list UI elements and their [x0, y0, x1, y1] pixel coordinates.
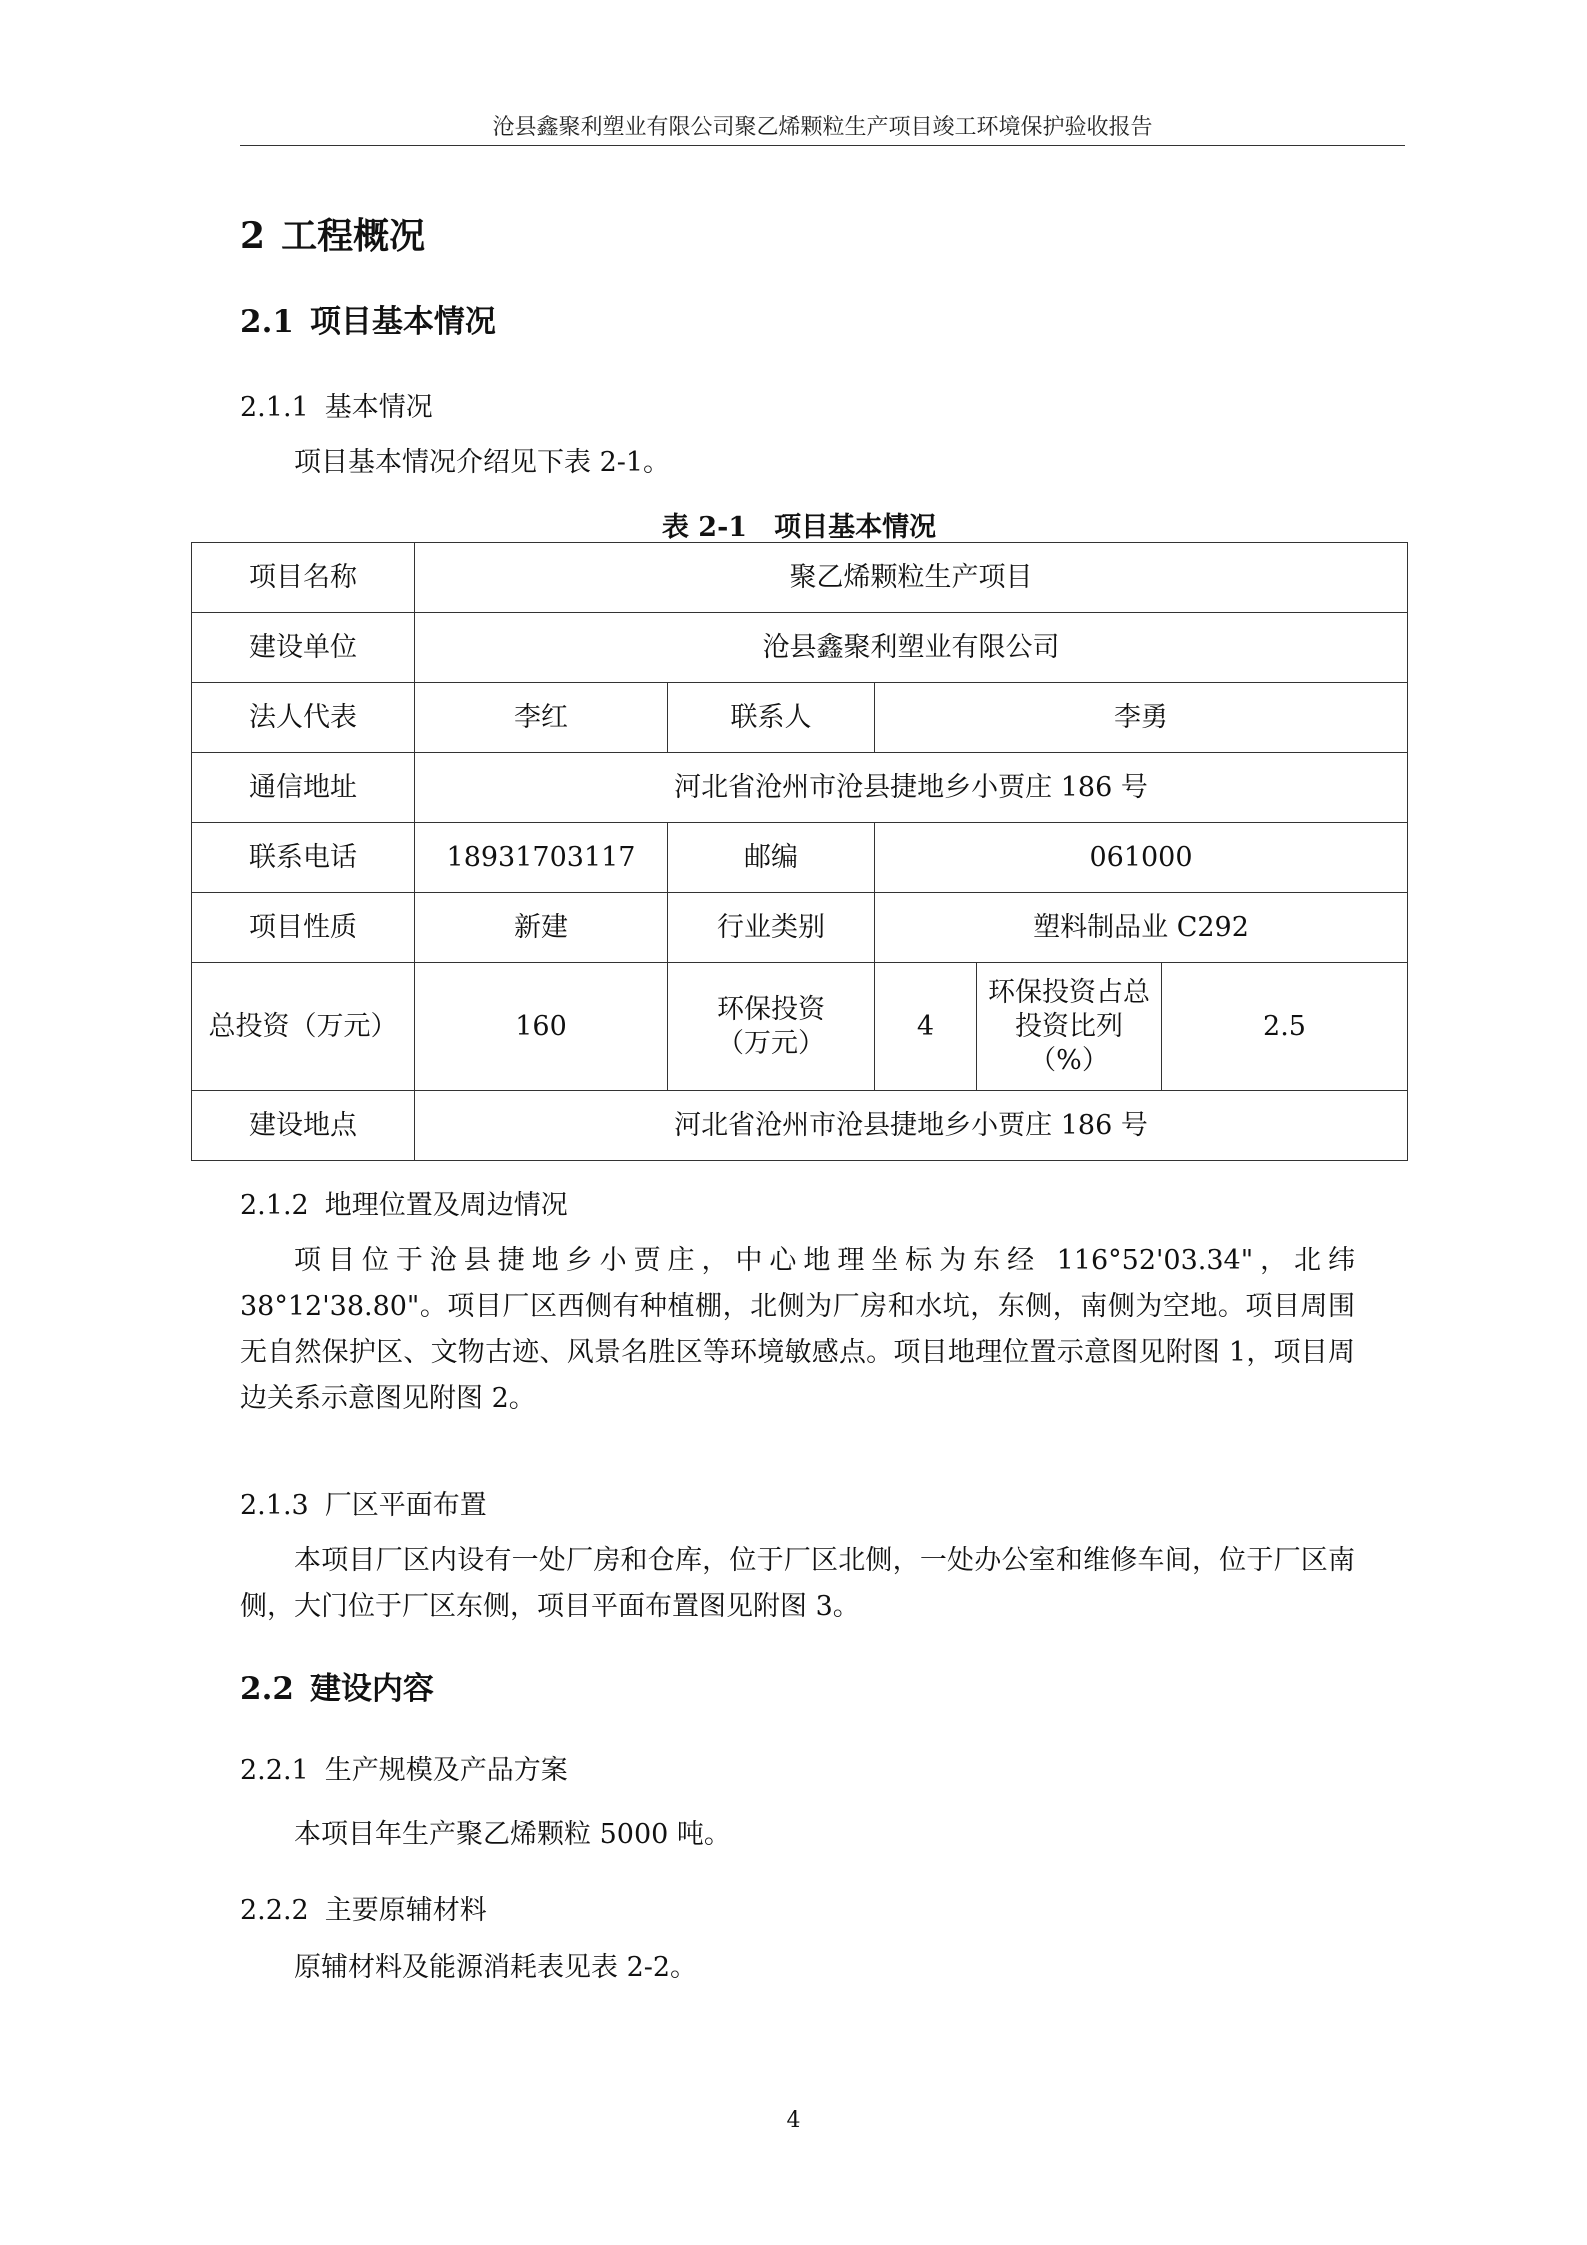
subsection-title: 建设内容 — [309, 1671, 434, 1707]
table-value-cell: 2.5 — [1162, 963, 1408, 1091]
paragraph-2-1-2: 项目位于沧县捷地乡小贾庄，中心地理坐标为东经 116°52'03.34"，北纬 38°12'38.80"。项目厂区西侧有种植棚，北侧为厂房和水坑，东侧，南侧为空地。项目周围无自然保护区、文物古迹、风景名胜区等环境敏感点。项目地理位置示意图见附图 1，项目周边关系示意图见附图 2。 — [240, 1245, 1355, 1414]
table-label-cell: 项目名称 — [192, 543, 415, 613]
table-label-cell: 行业类别 — [668, 893, 875, 963]
subsubsection-heading-2-2-2 — [240, 1888, 487, 1927]
table-label-cell: 联系人 — [668, 683, 875, 753]
table-label-cell: 通信地址 — [192, 753, 415, 823]
subsubsection-heading-2-1-1 — [240, 385, 433, 424]
table-label-cell: 总投资（万元） — [192, 963, 415, 1091]
paragraph-2-1-3: 本项目厂区内设有一处厂房和仓库，位于厂区北侧，一处办公室和维修车间，位于厂区南侧，大门位于厂区东侧，项目平面布置图见附图 3。 — [240, 1545, 1355, 1622]
table-row — [192, 963, 1408, 1091]
table-row — [192, 893, 1408, 963]
project-info-table — [191, 542, 1408, 1161]
table-label-cell: 环保投资占总投资比列（%） — [977, 963, 1162, 1091]
table-label-cell: 环保投资（万元） — [668, 963, 875, 1091]
table-row — [192, 613, 1408, 683]
subsubsection-title: 地理位置及周边情况 — [324, 1190, 568, 1221]
table-value-cell: 河北省沧州市沧县捷地乡小贾庄 186 号 — [415, 1091, 1408, 1161]
paragraph-2-1-1: 项目基本情况介绍见下表 2-1。 — [294, 447, 671, 478]
table-label-cell: 邮编 — [668, 823, 875, 893]
table-row — [192, 823, 1408, 893]
table-value-cell: 河北省沧州市沧县捷地乡小贾庄 186 号 — [415, 753, 1408, 823]
table-label-cell: 法人代表 — [192, 683, 415, 753]
subsubsection-title: 主要原辅材料 — [324, 1895, 487, 1926]
header-rule — [240, 145, 1405, 146]
table-label-cell: 建设单位 — [192, 613, 415, 683]
paragraph-2-2-1: 本项目年生产聚乙烯颗粒 5000 吨。 — [294, 1819, 731, 1850]
subsubsection-title: 基本情况 — [324, 392, 433, 423]
table-row — [192, 543, 1408, 613]
table-value-cell: 塑料制品业 C292 — [875, 893, 1408, 963]
subsubsection-number: 2.2.1 — [240, 1755, 309, 1786]
table-value-cell: 4 — [875, 963, 977, 1091]
table-label-cell: 联系电话 — [192, 823, 415, 893]
subsubsection-heading-2-2-1 — [240, 1748, 568, 1787]
section-heading — [240, 208, 425, 259]
table-value-cell: 李勇 — [875, 683, 1408, 753]
subsection-number: 2.1 — [240, 304, 294, 340]
table-value-cell: 新建 — [415, 893, 668, 963]
subsection-heading-2-1 — [240, 296, 496, 341]
section-number: 2 — [240, 215, 266, 257]
table-row — [192, 1091, 1408, 1161]
section-title: 工程概况 — [281, 215, 426, 257]
table-value-cell: 聚乙烯颗粒生产项目 — [415, 543, 1408, 613]
table-value-cell: 沧县鑫聚利塑业有限公司 — [415, 613, 1408, 683]
table-label-cell: 建设地点 — [192, 1091, 415, 1161]
table-value-cell: 061000 — [875, 823, 1408, 893]
subsubsection-number: 2.1.1 — [240, 392, 309, 423]
subsubsection-number: 2.1.3 — [240, 1490, 309, 1521]
subsubsection-heading-2-1-2 — [240, 1183, 568, 1222]
subsection-heading-2-2 — [240, 1663, 434, 1708]
table-label-cell: 项目性质 — [192, 893, 415, 963]
subsubsection-number: 2.1.2 — [240, 1190, 309, 1221]
subsection-title: 项目基本情况 — [309, 304, 496, 340]
subsubsection-title: 生产规模及产品方案 — [324, 1755, 568, 1786]
page-number: 4 — [786, 2108, 801, 2133]
subsubsection-title: 厂区平面布置 — [324, 1490, 487, 1521]
running-header: 沧县鑫聚利塑业有限公司聚乙烯颗粒生产项目竣工环境保护验收报告 — [492, 115, 1153, 140]
table-value-cell: 160 — [415, 963, 668, 1091]
table-row — [192, 753, 1408, 823]
table-caption: 表 2-1 项目基本情况 — [661, 512, 937, 543]
subsubsection-number: 2.2.2 — [240, 1895, 309, 1926]
table-value-cell: 18931703117 — [415, 823, 668, 893]
paragraph-2-2-2: 原辅材料及能源消耗表见表 2-2。 — [294, 1952, 698, 1983]
subsubsection-heading-2-1-3 — [240, 1483, 487, 1522]
subsection-number: 2.2 — [240, 1671, 294, 1707]
table-row — [192, 683, 1408, 753]
table-value-cell: 李红 — [415, 683, 668, 753]
